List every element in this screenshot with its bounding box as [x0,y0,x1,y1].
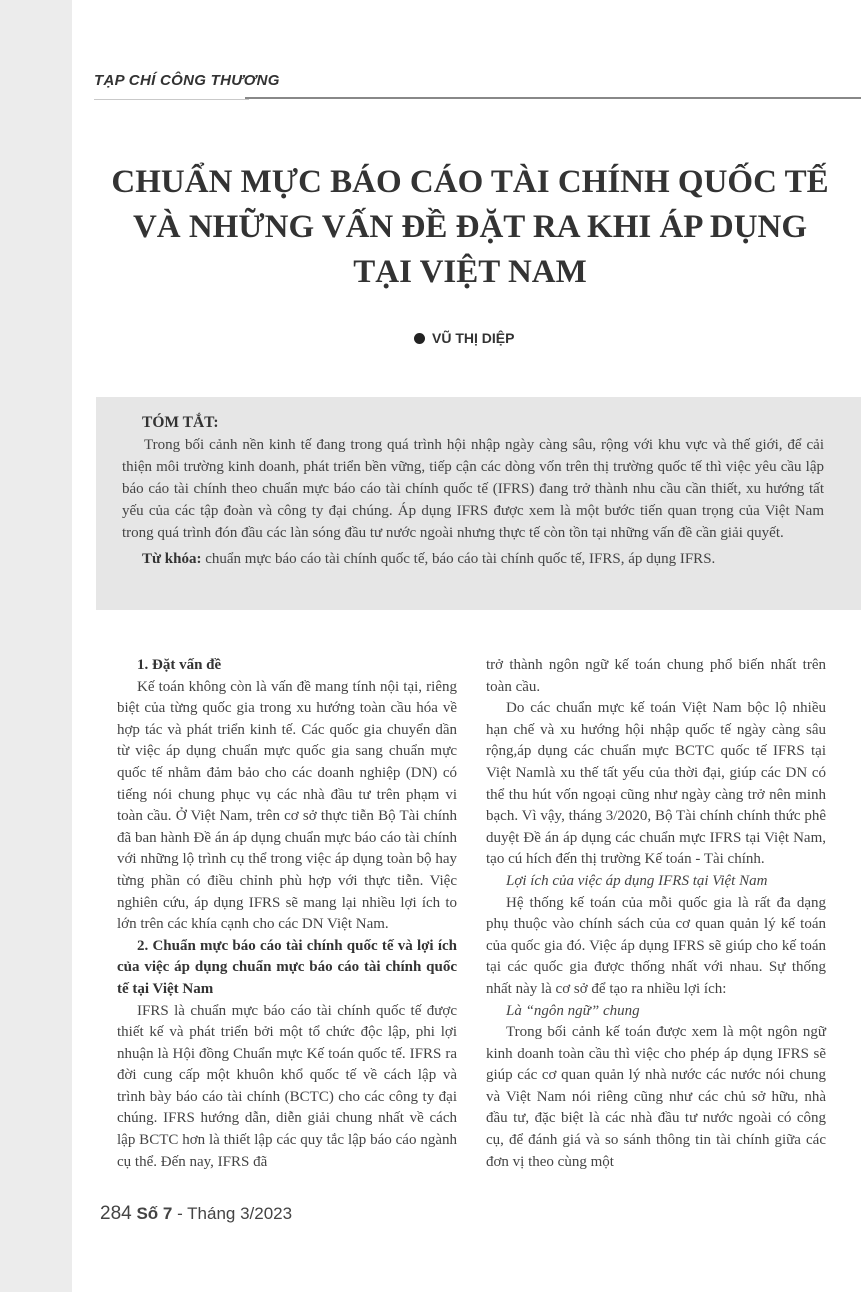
paragraph: Hệ thống kế toán của mỗi quốc gia là rất đa dạng phụ thuộc vào chính sách của cơ quan quản lý kế toán của quốc gia đó. Việc áp dụng IFRS sẽ giúp cho kế toán tại các quốc gia được thống nhất với nhau. Sự thống nhất này là cơ sở để tạo ra nhiều lợi ích: [486,894,826,997]
keywords-text: chuẩn mực báo cáo tài chính quốc tế, báo cáo tài chính quốc tế, IFRS, áp dụng IFRS. [201,551,716,567]
abstract-text: Trong bối cảnh nền kinh tế đang trong quá trình hội nhập ngày càng sâu, rộng với khu vực và thế giới, để cải thiện môi trường kinh doanh, phát triển bền vững, tiếp cận các dòng vốn trên thị trường quốc tế thì việc yêu cầu lập báo cáo tài chính theo chuẩn mực báo cáo tài chính quốc tế (IFRS) đang trở thành nhu cầu cần thiết, xu hướng tất yếu của các tập đoàn và công ty đại chúng. Áp dụng IFRS được xem là một bước tiến quan trọng của Việt Nam trong quá trình đón đầu các làn sóng đầu tư nước ngoài nhưng thực tế còn tồn tại những vấn đề cần giải quyết. [122,437,824,541]
page-number: 284 [100,1203,132,1224]
header-rule-light [94,99,249,100]
paragraph: trở thành ngôn ngữ kế toán chung phổ biến nhất trên toàn cầu. [486,657,826,695]
keywords-label: Từ khóa: [142,551,202,567]
section-heading-1: 1. Đặt vấn đề [137,657,222,673]
paragraph: IFRS là chuẩn mực báo cáo tài chính quốc tế được thiết kế và phát triển bởi một tổ chức độc lập, phi lợi nhuận là Hội đồng Chuẩn mực Kế toán quốc tế. IFRS ra đời cung cấp một khuôn khổ quốc tế về cách lập và trình bày báo cáo tài chính (BCTC) cho các công ty đại chúng. IFRS hướng dẫn, diễn giải chung nhất về cách lập BCTC hơn là thiết lập các quy tắc lập báo cáo ngành cụ thể. Đến nay, IFRS đã [117,1002,457,1170]
title-line-2: VÀ NHỮNG VẤN ĐỀ ĐẶT RA KHI ÁP DỤNG [132,209,808,245]
right-column [486,655,826,1173]
keywords [142,548,824,570]
abstract-content [122,414,824,570]
issue-date: - Tháng 3/2023 [172,1204,293,1223]
paragraph: Do các chuẩn mực kế toán Việt Nam bộc lộ nhiều hạn chế và xu hướng hội nhập quốc tế ngày càng sâu rộng,áp dụng các chuẩn mực BCTC quốc tế IFRS tại Việt Namlà xu thế tất yếu của thời đại, giúp các DN có thể thu hút vốn ngoại cũng như ngày càng trở nên minh bạch. Vì vậy, tháng 3/2020, Bộ Tài chính chính thức phê duyệt Đề án áp dụng các chuẩn mực IFRS tại Việt Nam, tạo cú hích đến thị trường Kế toán - Tài chính. [486,700,826,868]
paragraph: Kế toán không còn là vấn đề mang tính nội tại, riêng biệt của từng quốc gia trong xu hướng toàn cầu hóa về hợp tác và phát triển kinh tế. Các quốc gia chuyển dần từ việc áp dụng chuẩn mực quốc gia sang chuẩn mực quốc tế nhằm đảm bảo cho các doanh nghiệp (DN) có tiếng nói chung phục vụ các nhà đầu tư trên phạm vi toàn cầu. Ở Việt Nam, trên cơ sở thực tiễn Bộ Tài chính đã ban hành Đề án áp dụng chuẩn mực báo cáo tài chính với những lộ trình cụ thể trong việc áp dụng toàn bộ hay từng phần có điều chỉnh phù hợp với thực tiễn. Việc nghiên cứu, áp dụng IFRS sẽ mang lại nhiều lợi ích to lớn trên các khía cạnh cho các DN Việt Nam. [117,678,457,933]
abstract-heading: TÓM TẮT: [142,414,219,431]
bullet-icon [414,333,425,344]
header-rule [245,97,861,99]
article-title [80,160,860,295]
journal-name: TẠP CHÍ CÔNG THƯƠNG [94,72,280,89]
title-line-1: CHUẨN MỰC BÁO CÁO TÀI CHÍNH QUỐC TẾ [111,164,829,200]
subheading: Là “ngôn ngữ” chung [506,1002,640,1019]
page-margin-strip [0,0,72,1292]
author-line [414,330,514,346]
left-column [117,655,457,1173]
author-name: VŨ THỊ DIỆP [432,330,515,346]
issue-number: Số 7 [136,1204,173,1223]
title-line-3: TẠI VIỆT NAM [353,254,587,290]
page-footer [100,1203,292,1225]
abstract-box [96,397,861,610]
paragraph: Trong bối cảnh kế toán được xem là một ngôn ngữ kinh doanh toàn cầu thì việc cho phép áp dụng IFRS sẽ giúp các cơ quan quản lý nhà nước các nước nói chung và Việt Nam nói riêng cũng như các chủ sở hữu, nhà đầu tư, đặc biệt là các nhà đầu tư nước ngoài có công cụ, để đánh giá và so sánh thông tin tài chính giữa các đơn vị theo cùng một [486,1024,826,1170]
section-heading-2: 2. Chuẩn mực báo cáo tài chính quốc tế và lợi ích của việc áp dụng chuẩn mực báo cáo tài chính quốc tế tại Việt Nam [117,937,457,997]
subheading: Lợi ích của việc áp dụng IFRS tại Việt Nam [506,872,768,889]
